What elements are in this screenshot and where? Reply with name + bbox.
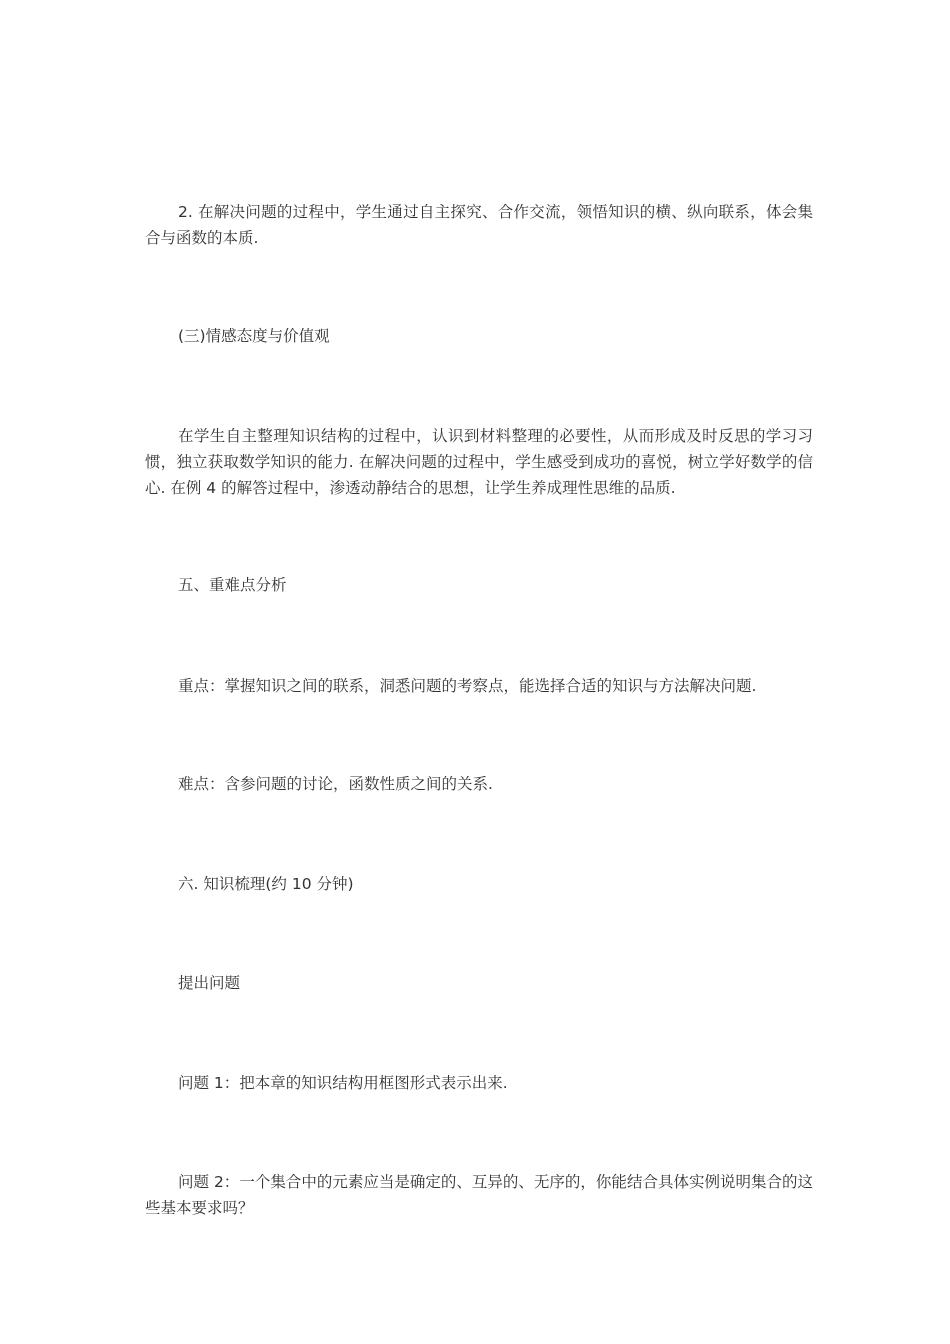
heading-emotion-values: (三)情感态度与价值观 — [178, 327, 330, 345]
paragraph-question-2: 问题 2：一个集合中的元素应当是确定的、互异的、无序的，你能结合具体实例说明集合的这些基本要求吗？ — [145, 1173, 813, 1217]
paragraph-question-1: 问题 1：把本章的知识结构用框图形式表示出来. — [178, 1074, 508, 1092]
paragraph-key-points: 重点：掌握知识之间的联系，洞悉问题的考察点，能选择合适的知识与方法解决问题. — [178, 677, 757, 695]
paragraph-objective-2: 2. 在解决问题的过程中，学生通过自主探究、合作交流，领悟知识的横、纵向联系，体会集合与函数的本质. — [145, 203, 813, 247]
heading-raise-questions: 提出问题 — [178, 974, 241, 992]
heading-key-difficult-points: 五、重难点分析 — [178, 576, 287, 594]
heading-knowledge-review: 六. 知识梳理(约 10 分钟) — [178, 875, 354, 893]
paragraph-difficult-points: 难点：含参问题的讨论，函数性质之间的关系. — [178, 775, 493, 793]
paragraph-emotion-values: 在学生自主整理知识结构的过程中，认识到材料整理的必要性，从而形成及时反思的学习习惯，独立获取数学知识的能力. 在解决问题的过程中，学生感受到成功的喜悦，树立学好数学的信心. 在例 4 的解答过程中，渗透动静结合的思想，让学生养成理性思维的品质. — [145, 427, 813, 497]
